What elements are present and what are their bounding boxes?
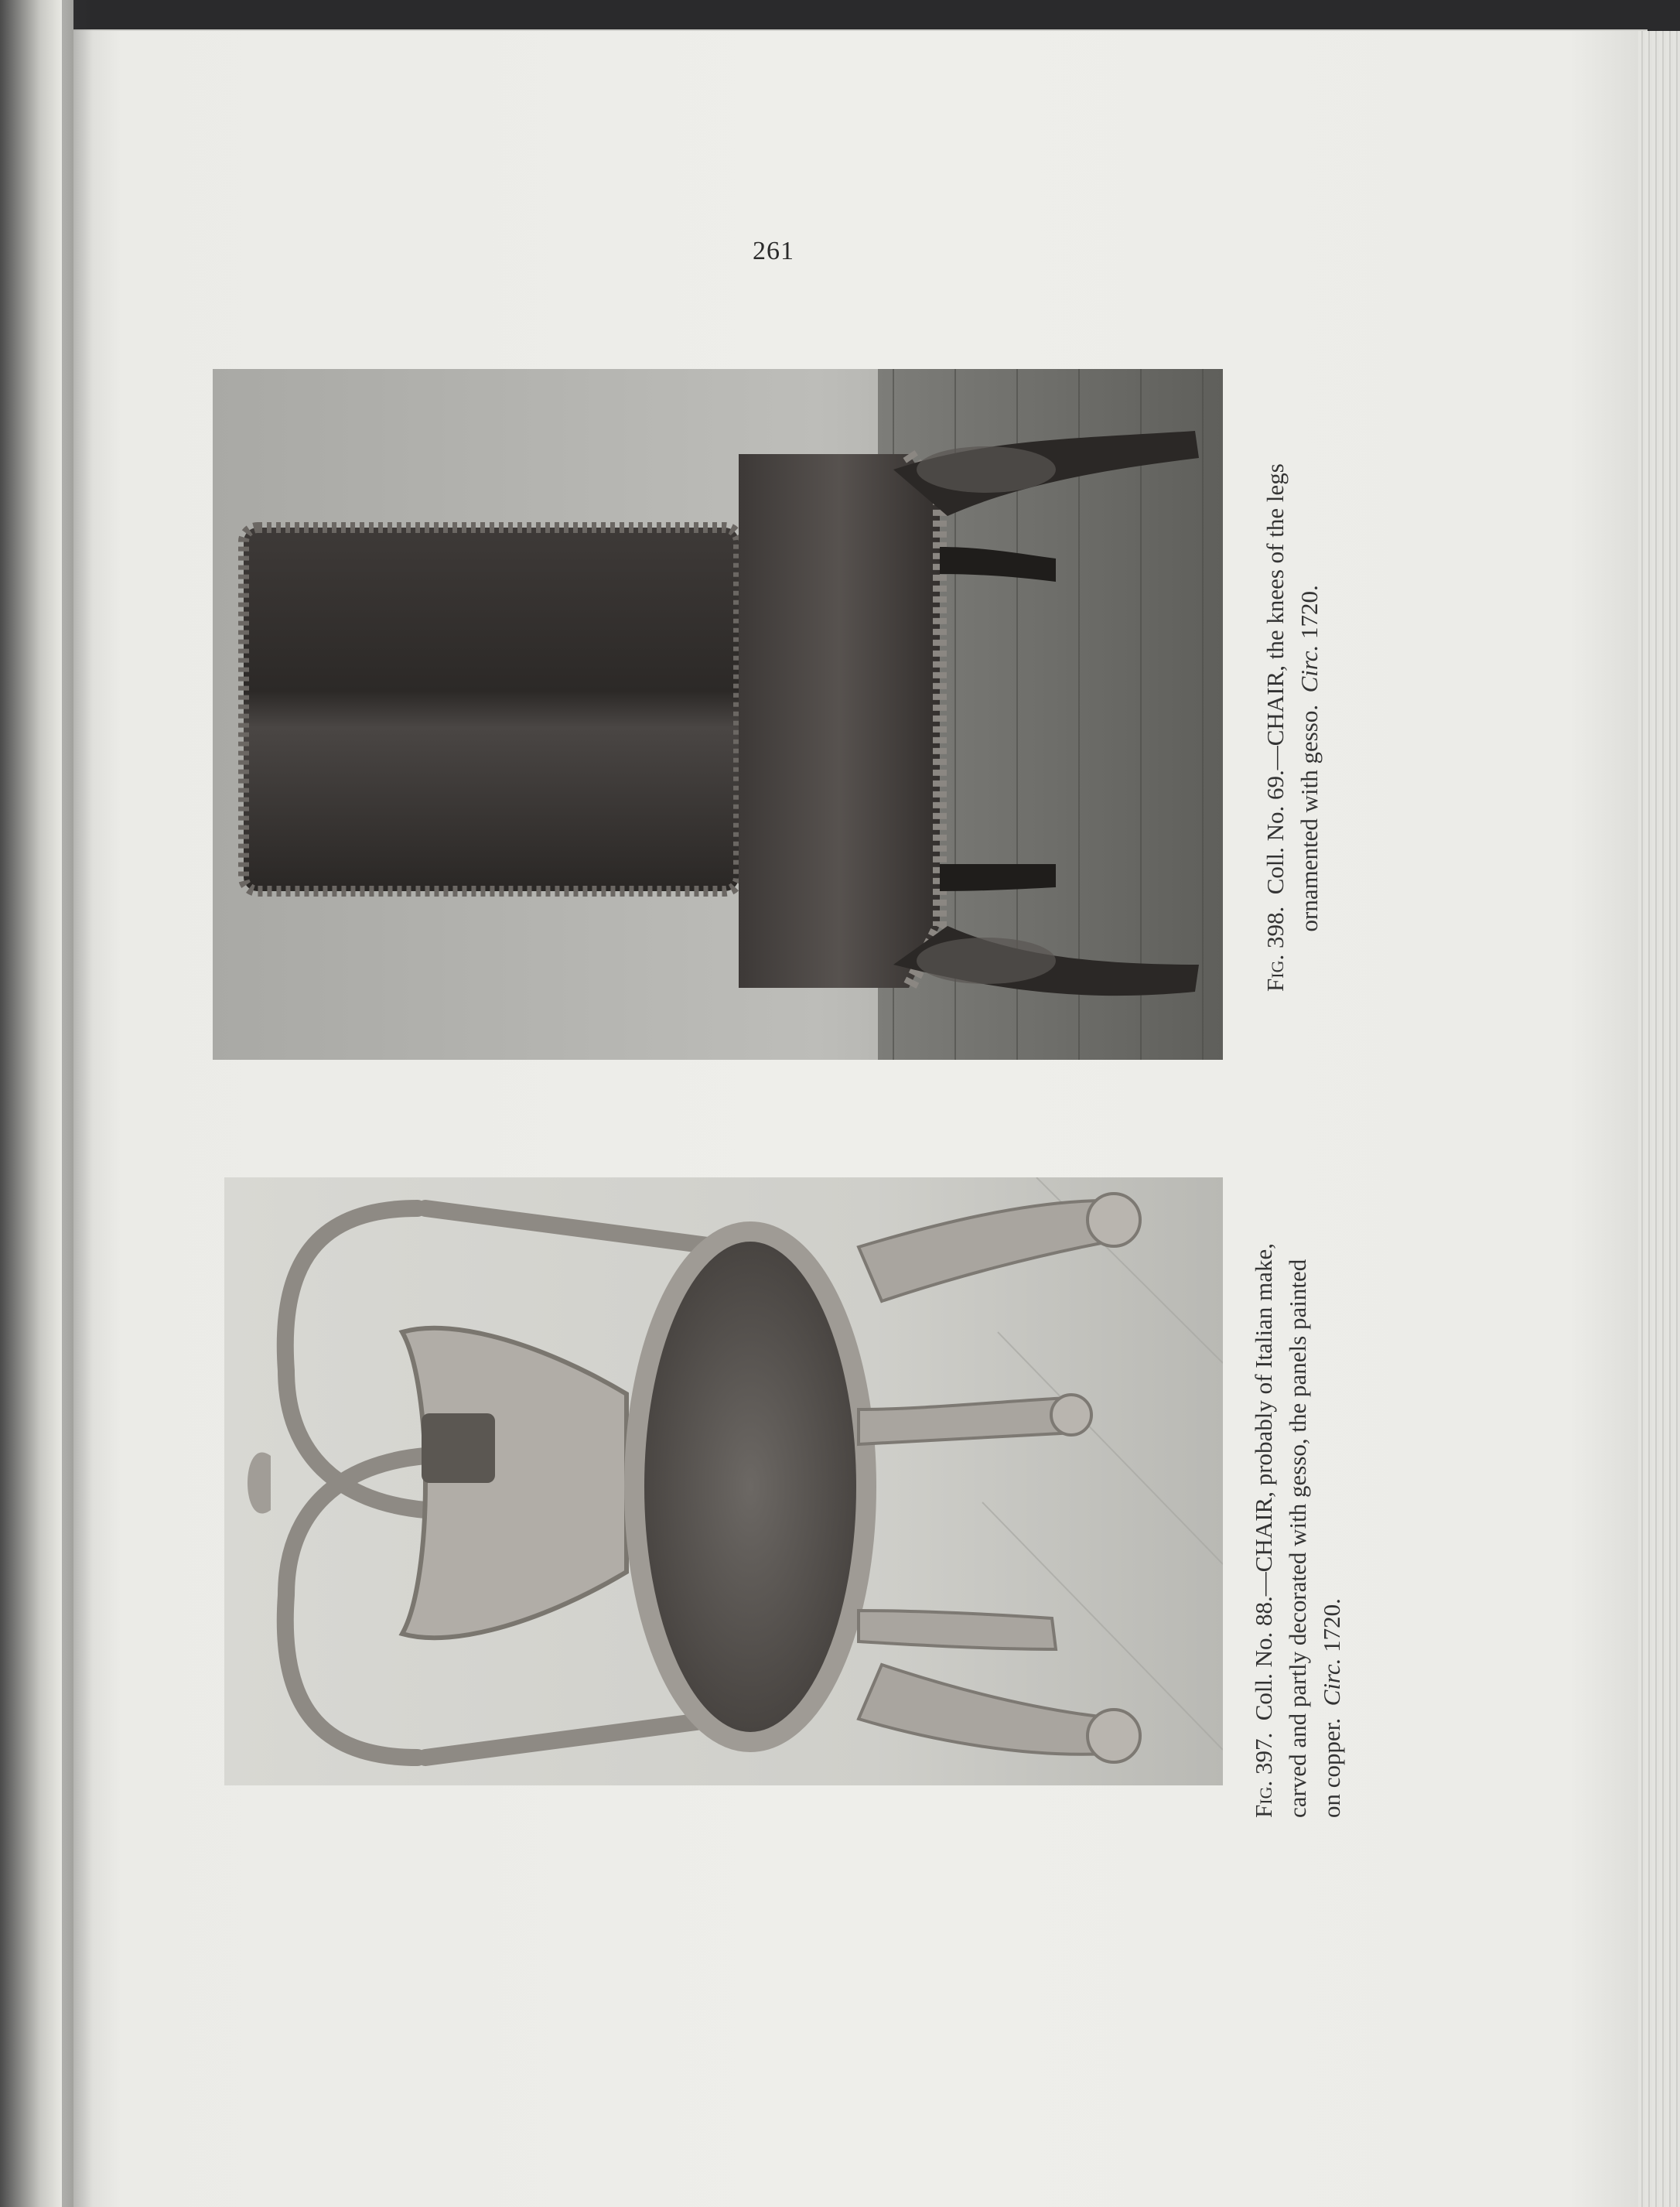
- caption-397-label: Fig.: [1250, 1780, 1277, 1818]
- caption-398-circa: Circ.: [1296, 644, 1323, 693]
- carved-chair-image: [224, 1177, 1223, 1785]
- caption-fig-397: [1247, 1176, 1349, 1818]
- caption-397-line-2: [1281, 1176, 1315, 1818]
- page-number: 261: [753, 237, 794, 265]
- photo-chair-carved-gesso: [224, 1177, 1223, 1785]
- caption-397-number: 397.: [1250, 1732, 1277, 1775]
- caption-398-label: Fig.: [1262, 954, 1289, 992]
- caption-397-line-3: [1315, 1176, 1349, 1818]
- page-stack-edges: [1638, 31, 1680, 2207]
- book-page: [73, 29, 1648, 2207]
- caption-398-line-2: [1292, 435, 1327, 992]
- caption-398-text-2: ornamented with gesso.: [1296, 704, 1323, 932]
- caption-398-number: 398.: [1262, 906, 1289, 949]
- page-gutter-shadow: [62, 0, 93, 2207]
- caption-fig-398: [1258, 435, 1327, 992]
- caption-398-line-1: [1258, 435, 1292, 992]
- photo-chair-upholstered: [213, 369, 1223, 1060]
- caption-397-text-1: Coll. No. 88.—CHAIR, probably of Italian make,: [1250, 1242, 1277, 1721]
- caption-397-circa: Circ.: [1318, 1658, 1345, 1706]
- caption-397-year: 1720.: [1318, 1598, 1345, 1652]
- caption-398-text-1: Coll. No. 69.—CHAIR, the knees of the legs: [1262, 463, 1289, 895]
- caption-398-year: 1720.: [1296, 585, 1323, 639]
- caption-397-text-2: carved and partly decorated with gesso, the panels painted: [1284, 1259, 1311, 1818]
- caption-397-text-3: on copper.: [1318, 1717, 1345, 1818]
- caption-397-line-1: [1247, 1176, 1281, 1818]
- upholstered-chair-image: [213, 369, 1223, 1060]
